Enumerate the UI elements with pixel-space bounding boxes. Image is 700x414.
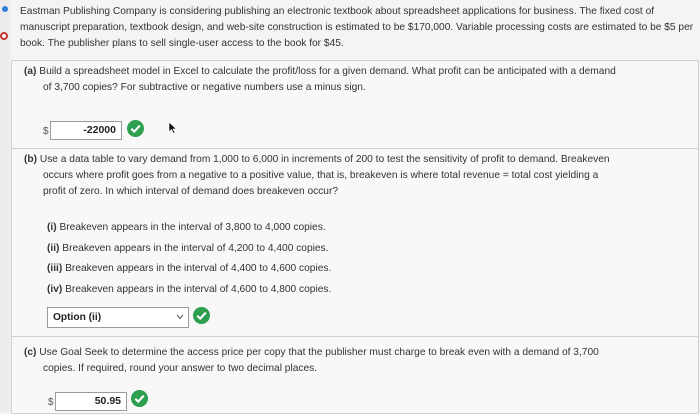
part-b-text-1: Use a data table to vary demand from 1,000 to 6,000 in increments of 200 to test the sensitivity of profit to demand. Breakeven [39, 154, 610, 165]
part-a-text-2: of 3,700 copies? For subtractive or negative numbers use a minus sign. [43, 82, 366, 93]
check-circle-icon [127, 120, 144, 137]
status-dot-icon [2, 6, 8, 12]
chevron-down-icon [176, 314, 184, 320]
left-gutter [0, 0, 10, 412]
part-a-label: (a) [24, 66, 37, 77]
part-b-question [24, 152, 694, 200]
mouse-cursor-icon [168, 121, 177, 134]
part-b-label: (b) [24, 154, 38, 165]
part-c-label: (c) [24, 347, 37, 358]
part-c-question [24, 345, 694, 377]
check-circle-icon [193, 307, 210, 324]
part-a-currency: $ [43, 126, 49, 137]
check-circle-icon [131, 390, 148, 407]
option-item: (ii) Breakeven appears in the interval of 4,200 to 4,400 copies. [47, 242, 329, 254]
part-c-text-1: Use Goal Seek to determine the access price per copy that the publisher must charge to break even with a demand of 3,700 [39, 347, 599, 358]
alert-circle-icon [0, 32, 8, 40]
part-a-question [24, 64, 694, 96]
part-b-answer-select[interactable] [47, 307, 189, 328]
option-item: (iv) Breakeven appears in the interval of 4,600 to 4,800 copies. [47, 283, 332, 295]
part-a-text-1: Build a spreadsheet model in Excel to calculate the profit/loss for a given demand. What profit can be anticipated with a demand [39, 66, 616, 77]
part-b-text-3: profit of zero. In which interval of demand does breakeven occur? [43, 186, 339, 197]
part-b-text-2: occurs where profit goes from a negative to a positive value, that is, breakeven is where total revenue = total cost yielding a [43, 170, 599, 181]
part-c-answer-input[interactable]: 50.95 [55, 392, 127, 411]
part-c-currency: $ [48, 397, 54, 408]
option-item: (iii) Breakeven appears in the interval of 4,400 to 4,600 copies. [47, 263, 332, 274]
part-b-options [47, 218, 547, 300]
selected-option: Option (ii) [53, 312, 102, 323]
part-c-text-2: copies. If required, round your answer to two decimal places. [43, 363, 318, 374]
option-item: (i) Breakeven appears in the interval of 3,800 to 4,000 copies. [47, 222, 326, 233]
part-a-answer-input[interactable]: -22000 [50, 121, 122, 140]
problem-intro: Eastman Publishing Company is considering publishing an electronic textbook about spreadsheet applications for business. The fixed cost of manuscript preparation, textbook design, and web-site construction is estimated to be $170,000. Variable processing costs are estimated to be $5 per book. The publisher plans to sell single-user access to the book for $45. [20, 6, 694, 49]
